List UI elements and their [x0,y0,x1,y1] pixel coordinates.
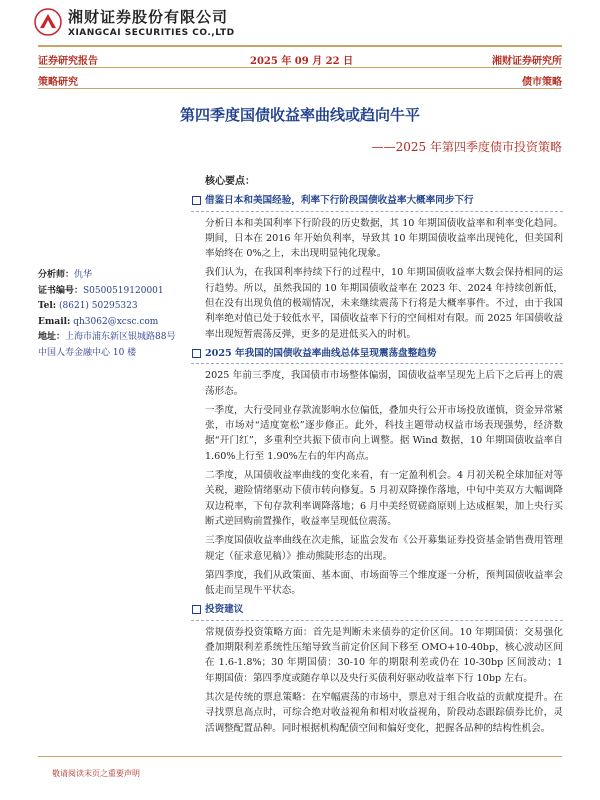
analyst-row [38,268,203,284]
report-date: 2025 年 09 月 22 日 [250,56,354,67]
header-top-rule [38,45,562,47]
section-heading-1: 借鉴日本和美国经验，利率下行阶段国债收益率大概率同步下行 [191,193,563,211]
report-category: 策略研究 [38,77,78,88]
analyst-label: 分析师： [38,270,75,280]
report-type: 证券研究报告 [38,56,98,67]
company-name-cn: 湘财证券股份有限公司 [68,8,229,26]
company-name-en: XIANGCAI SECURITIES CO.,LTD [68,28,235,38]
analyst-sidebar [38,268,203,361]
section-3-paragraph-2: 其次是传统的票息策略：在窄幅震荡的市场中，票息对于组合收益的贡献度提升。在寻找票息高点时，可综合绝对收益视角和相对收益视角，阶段动态跟踪债券比价，灵活调整配置品种。同时根据机构配债空间和偏好变化，把握各品种的结构性机会。 [205,691,563,734]
section-2-paragraph-5: 第四季度，我们从政策面、基本面、市场面等三个维度逐一分析，预判国债收益率会低走而呈现牛平状态。 [205,569,563,597]
section-2-paragraph-3: 二季度，从国债收益率曲线的变化来看，有一定盈利机会。4 月初关税全球加征对等关税，避险情绪驱动下债市转向修复。5 月初双降操作落地，中旬中美双方大幅调降双边税率，下旬存款利率调降落地；6 月中美经贸磋商原则上达成框架，加上央行买断式逆回购前置操作，收益率呈现低位震荡。 [205,470,563,527]
header-bottom-rule [38,88,562,89]
cert-label: 证书编号： [38,285,84,296]
tel-number: (8621) 50295323 [59,301,138,311]
section-2-paragraph-4: 三季度国债收益率曲线在次走熊，证监会发布《公开募集证券投资基金销售费用管理规定（征求意见稿）》推动熊陡形态的出现。 [205,535,563,562]
main-content [205,174,563,740]
address-line-1: 上海市浦东新区银城路88号 [65,332,176,342]
address-label: 地址： [38,332,66,342]
report-title: 第四季度国债收益率曲线或趋向牛平 [179,106,420,124]
analyst-name: 仇华 [74,270,93,280]
xiangcai-logo-icon [34,8,62,36]
section-2-paragraph-1: 2025 年前三季度，我国债市市场整体偏弱，国债收益率呈现先上后下之后再上的震荡形态。 [205,370,563,397]
header-mid-rule [38,67,562,68]
report-topic: 债市策略 [522,77,562,88]
address-row [38,330,203,346]
cert-number: S0500519120001 [83,285,164,296]
tel-row [38,299,203,315]
section-1-paragraph-1: 分析日本和美国利率下行阶段的历史数据，其 10 年期国债收益率和利率变化趋同。期间，日本在 2016 年开始负利率，导致其 10 年期国债收益率出现钝化，但美国利率始终在 0%之上，未出现明显钝化现象。 [205,217,563,260]
report-subtitle: ——2025 年第四季度债市投资策略 [371,140,562,154]
section-heading-3: 投资建议 [191,602,563,620]
research-institute: 湘财证券研究所 [492,56,562,67]
section-2-paragraph-2: 一季度，大行受同业存款流影响水位偏低，叠加央行公开市场投放谨慎，资金异常紧张，市场对“适度宽松”逐步修正。此外，科技主题带动权益市场表现强势，经济数据“开门红”，多重利空共振下债市向上调整。据 Wind 数据，10 年期国债收益率自 1.60%上行至 1.90%左右的年内高点。 [205,404,563,462]
footer-rule [38,756,562,757]
address-line-2: 中国人寿金融中心 10 楼 [38,347,137,358]
email-label: Email: [38,316,71,327]
footer-disclaimer-note: 敬请阅读末页之重要声明 [52,769,140,778]
tel-label: Tel: [38,301,57,311]
email-row [38,315,203,331]
core-points-label: 核心要点： [205,176,255,187]
section-3-paragraph-1: 常规债券投资策略方面：首先是判断未来债券的定价区间。10 年期国债：交易强化叠加期限利差系统性压缩导致当前定价区间下移至 OMO+10-40bp，核心波动区间在 1.6-1.8%；30 年期国债：30-10 年的期限利差或仍在 10-30bp 区间波动；1 年期国债：第四季度或随存单以及央行买债利好驱动收益率下行 10bp 左右。 [205,626,563,684]
cert-row [38,284,203,300]
email-address[interactable]: qh3062@xcsc.com [73,316,159,327]
company-logo [34,6,235,38]
section-1-paragraph-2: 我们认为，在我国利率持续下行的过程中，10 年期国债收益率大数会保持相同的运行趋势。所以，虽然我国的 10 年期国债收益率在 2023 年、2024 年持续创新低，但在没有出现负值的极端情况，未来继续震荡下行将是大概率事件。不过，由于我国利率绝对值已处于较低水平，国债收益率下行的空间相对有限。而 2025 年国债收益率出现短暂震荡反弹，更多的是进低买入的时机。 [205,267,563,340]
section-heading-2: 2025 年我国的国债收益率曲线总体呈现震荡盘整趋势 [191,346,563,364]
